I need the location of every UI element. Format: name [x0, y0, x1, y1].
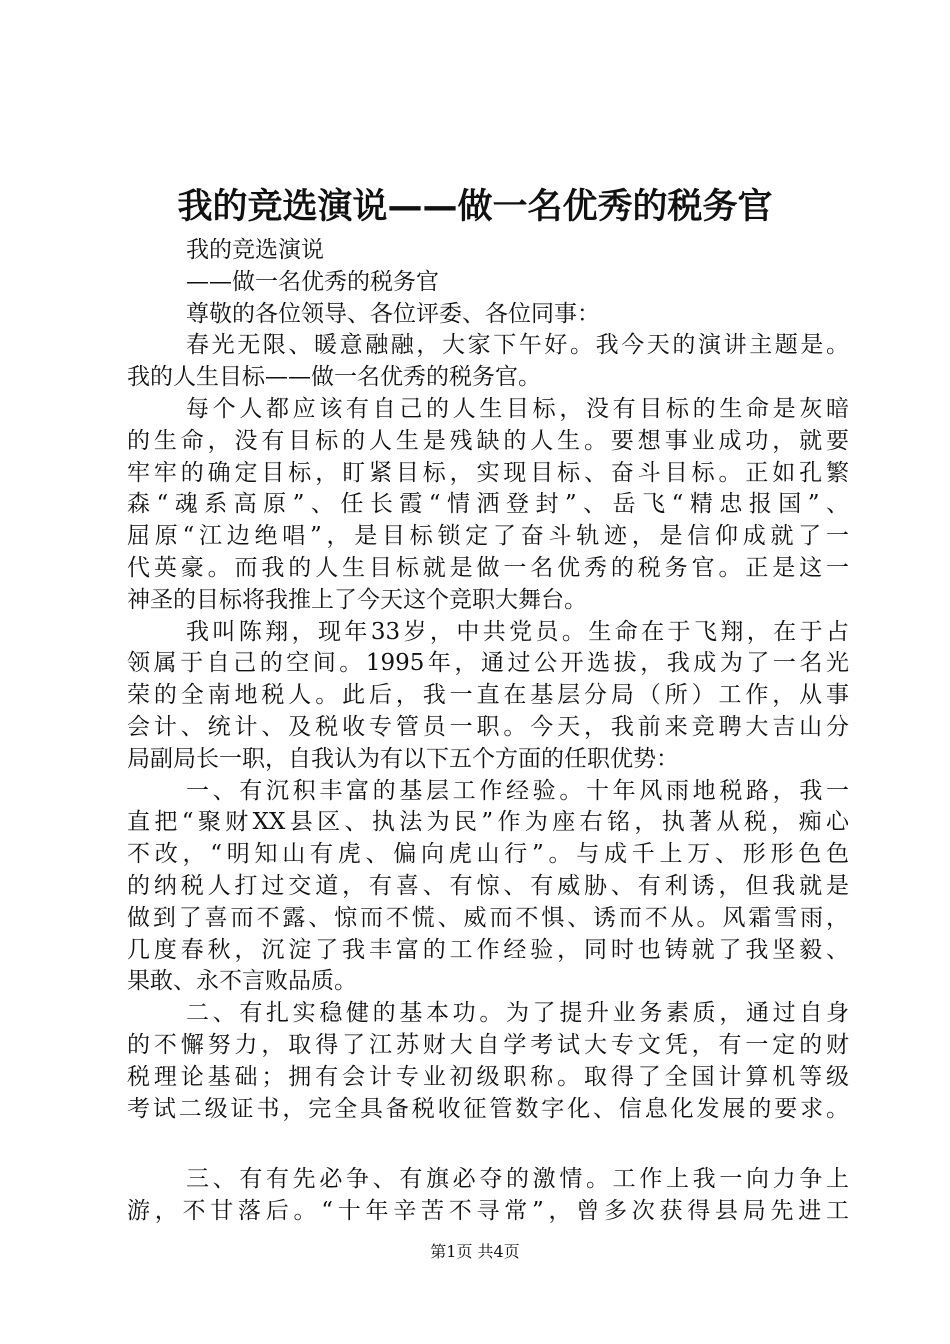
text-line: 的不懈努力，取得了江苏财大自学考试大专文凭，有一定的财 [127, 1031, 849, 1058]
text-line: 的纳税人打过交道，有喜、有惊、有威胁、有利诱，但我就是 [127, 872, 849, 899]
document-body [127, 235, 849, 1228]
text-line: 代英豪。而我的人生目标就是做一名优秀的税务官。正是这一 [127, 554, 849, 581]
text-line: 几度春秋，沉淀了我丰富的工作经验，同时也铸就了我坚毅、 [127, 936, 849, 963]
text-line: 果敢、永不言败品质。 [127, 968, 357, 995]
text-line: 的生命，没有目标的人生是残缺的人生。要想事业成功，就要 [127, 427, 849, 454]
text-line: 我的竞选演说 [186, 237, 324, 263]
text-line: 春光无限、暖意融融，大家下午好。我今天的演讲主题是。 [186, 332, 849, 359]
text-line: 每个人都应该有自己的人生目标，没有目标的生命是灰暗 [186, 395, 849, 422]
text-line: 牢牢的确定目标，盯紧目标，实现目标、奋斗目标。正如孔繁 [127, 459, 849, 486]
text-line: 荣的全南地税人。此后，我一直在基层分局（所）工作，从事 [127, 682, 849, 709]
text-line: 不改，“明知山有虎、偏向虎山行”。与成千上万、形形色色 [127, 841, 849, 868]
text-line: 二、有扎实稳健的基本功。为了提升业务素质，通过自身 [186, 1000, 849, 1027]
text-line: 考试二级证书，完全具备税收征管数字化、信息化发展的要求。 [127, 1095, 849, 1122]
text-line: 尊敬的各位领导、各位评委、各位同事： [186, 300, 600, 327]
text-line: 税理论基础；拥有会计专业初级职称。取得了全国计算机等级 [127, 1063, 849, 1090]
text-line: 会计、统计、及税收专管员一职。今天，我前来竞聘大吉山分 [127, 713, 849, 740]
text-line: 游，不甘落后。“十年辛苦不寻常”，曾多次获得县局先进工 [127, 1198, 849, 1225]
text-line: 直把“聚财XX县区、执法为民”作为座右铭，执著从税，痴心 [127, 809, 849, 836]
document-title: 我的竞选演说——做一名优秀的税务官 [177, 187, 773, 227]
text-line: 三、有有先必争、有旗必夺的激情。工作上我一向力争上 [186, 1166, 849, 1193]
page-footer: 第1页 共4页 [430, 1242, 520, 1261]
text-line: 我叫陈翔，现年33岁，中共党员。生命在于飞翔，在于占 [186, 618, 849, 645]
text-line: 我的人生目标——做一名优秀的税务官。 [127, 364, 541, 391]
text-line: ——做一名优秀的税务官 [186, 268, 439, 295]
text-line: 领属于自己的空间。1995年，通过公开选拔，我成为了一名光 [127, 650, 849, 677]
text-line: 一、有沉积丰富的基层工作经验。十年风雨地税路，我一 [186, 777, 849, 804]
text-line: 屈原“江边绝唱”，是目标锁定了奋斗轨迹，是信仰成就了一 [127, 523, 849, 550]
text-line: 神圣的目标将我推上了今天这个竞职大舞台。 [127, 586, 587, 613]
text-line: 做到了喜而不露、惊而不慌、威而不惧、诱而不从。风霜雪雨， [127, 904, 849, 931]
text-line: 森“魂系高原”、任长霞“情洒登封”、岳飞“精忠报国”、 [127, 491, 849, 518]
blank-line [127, 1125, 849, 1164]
text-line: 局副局长一职，自我认为有以下五个方面的任职优势： [127, 745, 679, 772]
